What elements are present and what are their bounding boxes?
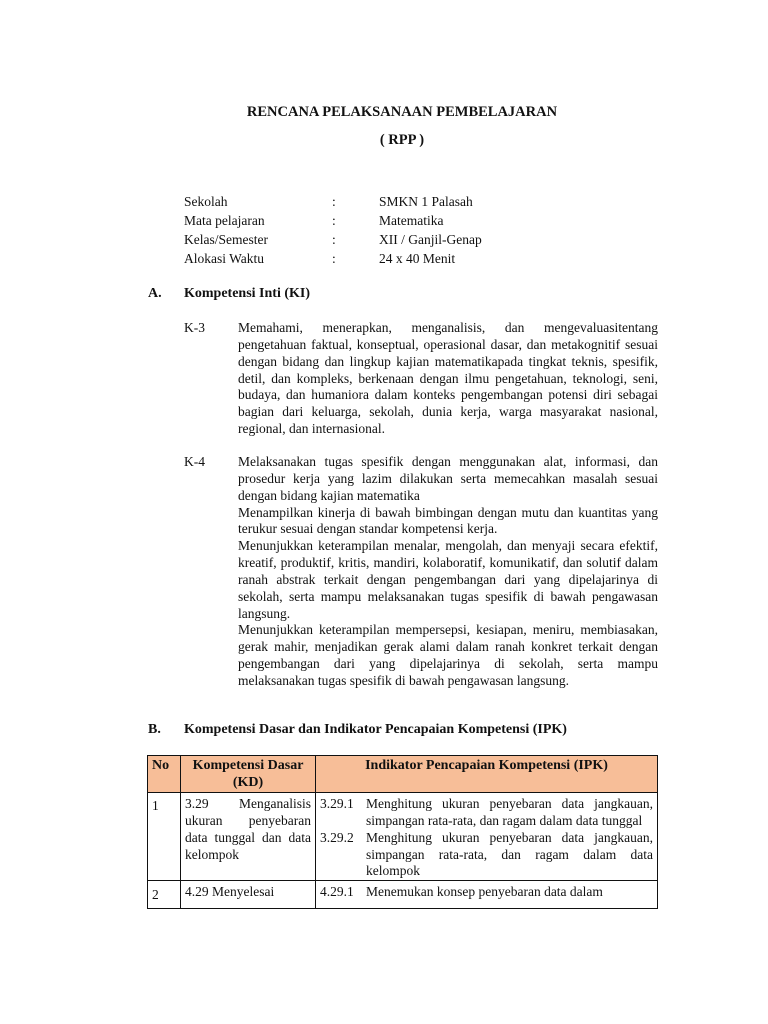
ipk-item (320, 830, 653, 881)
table-row (148, 792, 658, 881)
identity-label: Alokasi Waktu (184, 251, 265, 266)
ki-4-paragraph: Menunjukkan keterampilan mempersepsi, kesiapan, meniru, membiasakan, gerak mahir, menjadikan gerak alami dalam ranah konkret terkait dengan pengembangan dari yang dipelajarinya di sekolah, serta mampu melaksanakan tugas spesifik di bawah pengawasan langsung. (238, 622, 658, 688)
section-b-letter: B. (148, 722, 161, 737)
ipk-item (320, 884, 653, 901)
document-subtitle: ( RPP ) (379, 132, 425, 148)
ipk-code: 3.29.1 (320, 795, 354, 811)
row-kd: 4.29 Menyelesai (181, 881, 316, 909)
ki-4-paragraph: Melaksanakan tugas spesifik dengan menggunakan alat, informasi, dan prosedur kerja yang lazim dilakukan serta memecahkan masalah sesuai dengan bidang kajian matematika (238, 454, 658, 503)
identity-colon: : (332, 232, 336, 247)
row-no: 1 (148, 792, 181, 881)
ki-3-text: Memahami, menerapkan, menganalisis, dan mengevaluasitentang pengetahuan faktual, konseptual, operasional dasar, dan metakognitif sesuai dengan bidang dan lingkup kajian matematikapada tingkat teknis, spesifik, detil, dan kompleks, berkenaan dengan ilmu pengetahuan, teknologi, seni, budaya, dan humaniora dalam konteks pengembangan potensi diri sebagai bagian dari keluarga, sekolah, dunia kerja, warga masyarakat nasional, regional, dan internasional. (238, 320, 658, 437)
section-b-title: Kompetensi Dasar dan Indikator Pencapaian Kompetensi (IPK) (184, 722, 567, 737)
row-ipk (316, 792, 658, 881)
section-a-letter: A. (148, 286, 162, 301)
ki-4-text (238, 454, 658, 690)
ipk-code: 4.29.1 (320, 884, 354, 900)
identity-label: Mata pelajaran (184, 213, 265, 228)
ki-4-code: K-4 (184, 454, 205, 469)
section-a-title: Kompetensi Inti (KI) (184, 286, 310, 301)
kd-ipk-table (147, 755, 658, 909)
row-no: 2 (148, 881, 181, 909)
document-title: RENCANA PELAKSANAAN PEMBELAJARAN (246, 104, 558, 120)
identity-colon: : (332, 194, 336, 209)
header-kd: Kompetensi Dasar (KD) (181, 756, 316, 793)
header-no: No (148, 756, 181, 793)
header-ipk: Indikator Pencapaian Kompetensi (IPK) (316, 756, 658, 793)
identity-value: XII / Ganjil-Genap (379, 232, 482, 247)
ipk-text: Menghitung ukuran penyebaran data jangkauan, simpangan rata-rata, dan ragam dalam data tunggal (366, 795, 653, 828)
row-ipk (316, 881, 658, 909)
identity-value: SMKN 1 Palasah (379, 194, 473, 209)
ipk-item (320, 796, 653, 830)
table-header-row (148, 756, 658, 793)
identity-label: Sekolah (184, 194, 228, 209)
identity-label: Kelas/Semester (184, 232, 268, 247)
ipk-text: Menemukan konsep penyebaran data dalam (366, 884, 603, 900)
ki-4-paragraph: Menampilkan kinerja di bawah bimbingan dengan mutu dan kuantitas yang terukur sesuai dengan standar kompetensi kerja. (238, 504, 658, 537)
ki-4-paragraph: Menunjukkan keterampilan menalar, mengolah, dan menyaji secara efektif, kreatif, produktif, kritis, mandiri, kolaboratif, komunikatif, dan solutif dalam ranah abstrak terkait dengan pengembangan dari yang dipelajarinya di sekolah, serta mampu melaksanakan tugas spesifik di bawah pengawasan langsung. (238, 538, 658, 621)
ki-3-code: K-3 (184, 320, 205, 335)
identity-value: Matematika (379, 213, 444, 228)
identity-value: 24 x 40 Menit (379, 251, 456, 266)
ipk-text: Menghitung ukuran penyebaran data jangkauan, simpangan rata-rata, dan ragam dalam data kelompok (366, 829, 653, 879)
ipk-code: 3.29.2 (320, 829, 354, 845)
table-row (148, 881, 658, 909)
identity-colon: : (332, 251, 336, 266)
row-kd: 3.29 Menganalisis ukuran penyebaran data tunggal dan data kelompok (181, 792, 316, 881)
identity-colon: : (332, 213, 336, 228)
